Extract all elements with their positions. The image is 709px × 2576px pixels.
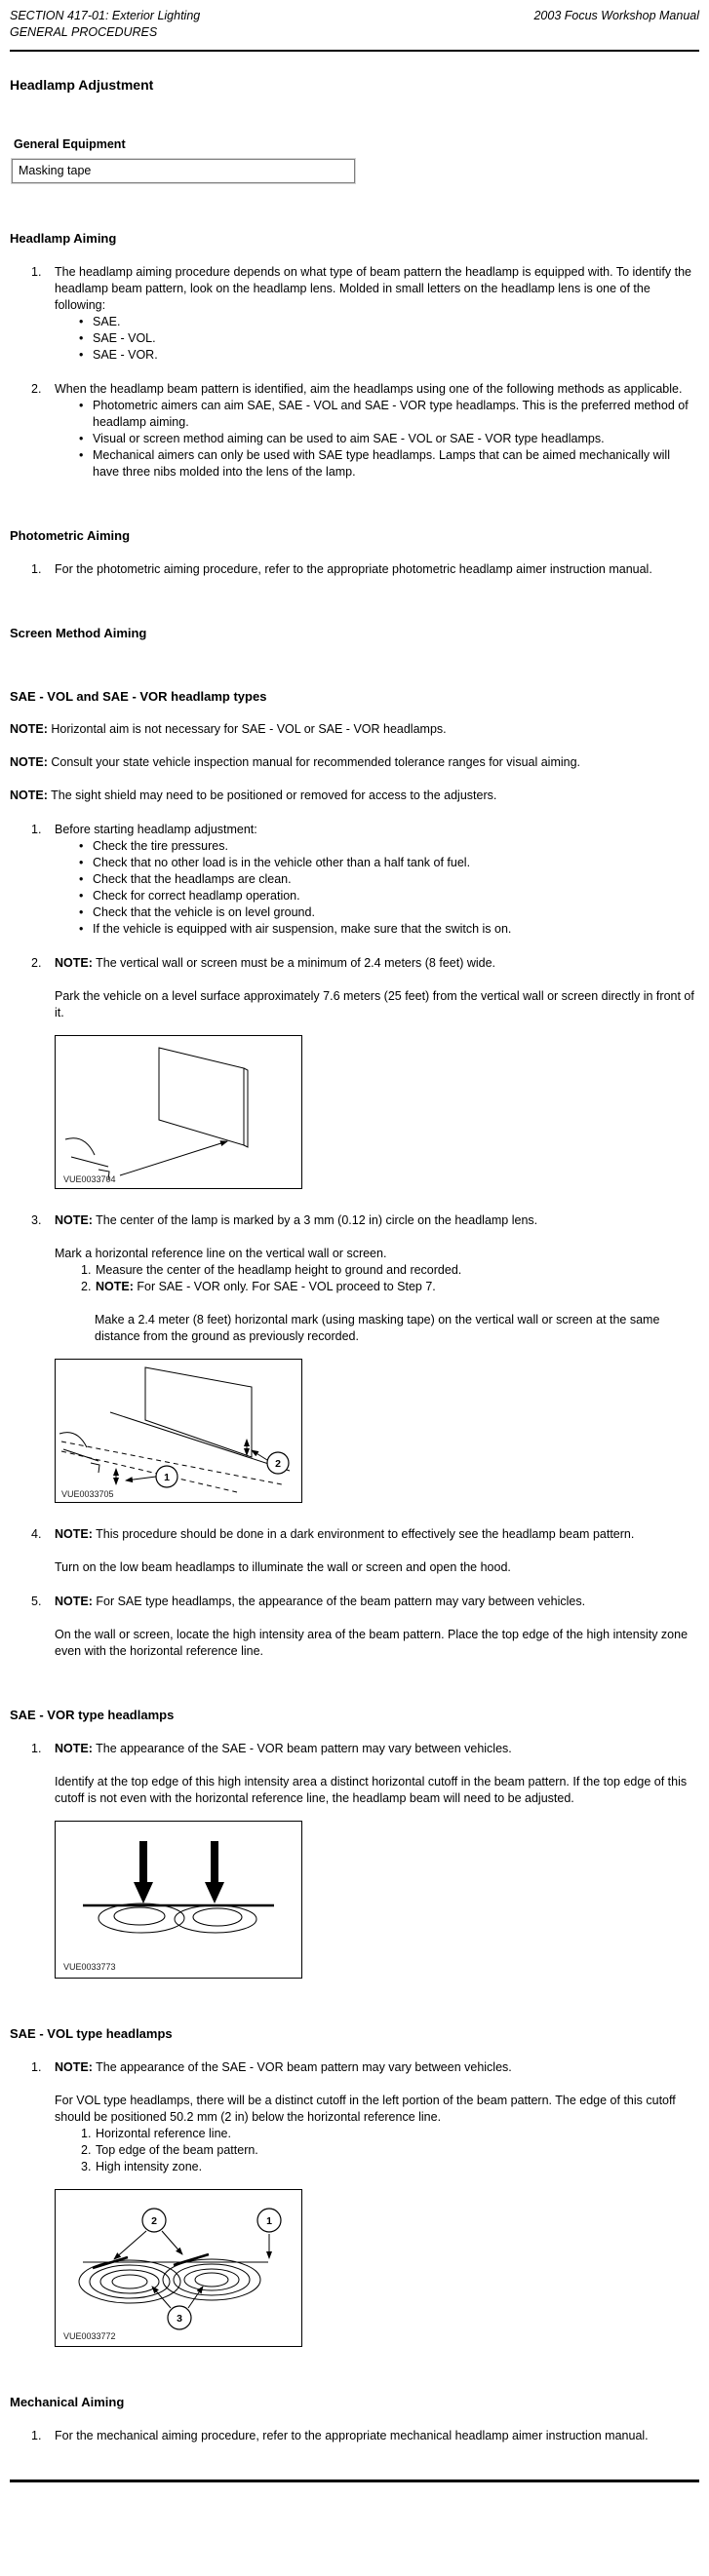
step-body <box>55 1594 699 1660</box>
figure-vol-beam-drawing <box>56 2190 299 2346</box>
note <box>10 721 699 738</box>
step-note <box>55 1212 699 1229</box>
step-number: 2. <box>31 956 42 970</box>
step-note <box>55 1741 699 1757</box>
bullet-text: Check that the headlamps are clean. <box>93 872 292 886</box>
section-title: SECTION 417-01: Exterior Lighting <box>10 9 201 22</box>
note-label: NOTE: <box>55 956 93 970</box>
note-text: Consult your state vehicle inspection manual for recommended tolerance ranges for visual aiming. <box>51 755 581 769</box>
step-screen-4 <box>10 1526 699 1576</box>
note-text: The appearance of the SAE - VOR beam pattern may vary between vehicles. <box>96 1742 512 1755</box>
bullet-icon: • <box>79 432 84 445</box>
list-item <box>79 838 699 855</box>
step-number: 1. <box>31 1742 42 1755</box>
note-text: For SAE type headlamps, the appearance of the beam pattern may vary between vehicles. <box>96 1595 586 1608</box>
legend-item-2 <box>81 2142 699 2159</box>
step-text: For the mechanical aiming procedure, refer to the appropriate mechanical headlamp aimer instruction manual. <box>55 2429 649 2442</box>
callout-1 <box>257 2209 281 2258</box>
bullet-text: Check that no other load is in the vehicle other than a half tank of fuel. <box>93 856 471 869</box>
callout-1-number: 1 <box>266 2215 272 2227</box>
figure-reference-line <box>55 1359 302 1503</box>
step-body <box>55 955 699 1021</box>
bullet-text: SAE - VOL. <box>93 331 156 345</box>
step-number: 2. <box>31 382 42 396</box>
reference-line <box>110 1412 290 1471</box>
heading-screen-method: Screen Method Aiming <box>10 626 147 640</box>
general-equipment-item: Masking tape <box>19 164 92 177</box>
legend-text: Top edge of the beam pattern. <box>96 2143 258 2157</box>
list-item <box>79 347 699 364</box>
callout-2 <box>252 1450 289 1474</box>
step-mechanical-1 <box>10 2428 699 2444</box>
note-label: NOTE: <box>55 2060 93 2074</box>
step-number: 5. <box>31 1595 42 1608</box>
figure-vehicle-wall <box>55 1035 302 1189</box>
step-body <box>55 822 699 938</box>
step-paragraph: Identify at the top edge of this high intensity area a distinct horizontal cutoff in the beam pattern. If the top edge of this cutoff is not even with the horizontal reference line, the headlamp beam will need to be adjusted. <box>55 1775 688 1805</box>
procedures-label: GENERAL PROCEDURES <box>10 25 158 39</box>
figure-label: VUE0033705 <box>61 1489 114 1499</box>
bullet-text: If the vehicle is equipped with air suspension, make sure that the switch is on. <box>93 922 512 936</box>
note-text: Horizontal aim is not necessary for SAE - VOL or SAE - VOR headlamps. <box>51 722 447 736</box>
down-arrow-right <box>205 1841 224 1903</box>
beam-pattern-right <box>175 1905 256 1933</box>
step-aiming-1 <box>10 264 699 364</box>
heading-headlamp-aiming: Headlamp Aiming <box>10 231 117 246</box>
step-photometric-1 <box>10 561 699 578</box>
step-screen-1 <box>10 822 699 938</box>
step-number: 1. <box>31 265 42 279</box>
list-item <box>79 330 699 347</box>
step-text: The headlamp aiming procedure depends on what type of beam pattern the headlamp is equipped with. To identify the headlamp beam pattern, look on the headlamp lens. Molded in small letters on the headlamp lens is one of the following: <box>55 265 691 312</box>
bullet-icon: • <box>79 905 84 919</box>
list-item <box>79 871 699 888</box>
step-body <box>55 1741 699 1807</box>
bullet-icon: • <box>79 856 84 869</box>
substep-2 <box>81 1279 699 1295</box>
bullet-icon: • <box>79 872 84 886</box>
down-arrow-left <box>134 1841 153 1903</box>
bullet-text: Check for correct headlamp operation. <box>93 889 300 903</box>
list-item <box>79 904 699 921</box>
figure-label: VUE0033773 <box>63 1962 116 1972</box>
note-label: NOTE: <box>55 1742 93 1755</box>
note-label: NOTE: <box>10 755 48 769</box>
step-body <box>55 1212 699 1345</box>
bullet-icon: • <box>79 448 84 462</box>
callout-3-number: 3 <box>177 2313 182 2325</box>
step-number: 1. <box>31 562 42 576</box>
callout-2 <box>114 2209 182 2259</box>
step-vol-1 <box>10 2059 699 2175</box>
note-label: NOTE: <box>96 1280 134 1293</box>
note-label: NOTE: <box>10 722 48 736</box>
wall-screen <box>159 1048 248 1147</box>
figure-vor-beam-pattern <box>55 1821 302 1979</box>
step-number: 1. <box>31 823 42 836</box>
figure-reference-line-drawing <box>56 1360 299 1502</box>
step-screen-3 <box>10 1212 699 1345</box>
note-text: The vertical wall or screen must be a minimum of 2.4 meters (8 feet) wide. <box>96 956 496 970</box>
figure-vor-beam-drawing <box>56 1822 299 1978</box>
callout-1-number: 1 <box>164 1472 170 1483</box>
page-header <box>10 8 699 52</box>
step-text: Before starting headlamp adjustment: <box>55 823 257 836</box>
legend-number: 3. <box>81 2160 92 2173</box>
list-item <box>79 431 699 447</box>
bullet-text: SAE. <box>93 315 121 328</box>
legend-number: 1. <box>81 2127 92 2140</box>
substep-text: Measure the center of the headlamp height to ground and recorded. <box>96 1263 462 1277</box>
legend-item-3 <box>81 2159 699 2175</box>
legend-text: High intensity zone. <box>96 2160 203 2173</box>
step-number: 1. <box>31 2429 42 2442</box>
heading-vol-type: SAE - VOL type headlamps <box>10 2026 173 2041</box>
footer-divider <box>10 2480 699 2482</box>
figure-label: VUE0033704 <box>63 1174 116 1184</box>
step-text: For the photometric aiming procedure, refer to the appropriate photometric headlamp aimer instruction manual. <box>55 562 652 576</box>
note-label: NOTE: <box>55 1527 93 1541</box>
callout-2-number: 2 <box>151 2215 157 2227</box>
figure-vol-beam-pattern <box>55 2189 302 2347</box>
step-note <box>55 1526 699 1543</box>
step-aiming-2 <box>10 381 699 481</box>
heading-vor-type: SAE - VOR type headlamps <box>10 1708 175 1722</box>
substep-number: 1. <box>81 1263 92 1277</box>
step-paragraph: Mark a horizontal reference line on the vertical wall or screen. <box>55 1247 387 1260</box>
legend-text: Horizontal reference line. <box>96 2127 231 2140</box>
callout-1 <box>126 1466 177 1487</box>
note-label: NOTE: <box>10 788 48 802</box>
bullet-icon: • <box>79 922 84 936</box>
general-equipment-table <box>12 159 355 183</box>
step-note <box>55 2059 699 2076</box>
legend-item-1 <box>81 2126 699 2142</box>
list-item <box>79 314 699 330</box>
legend-number: 2. <box>81 2143 92 2157</box>
substep-number: 2. <box>81 1280 92 1293</box>
step-number: 4. <box>31 1527 42 1541</box>
bullet-icon: • <box>79 889 84 903</box>
beam-pattern-left <box>98 1903 184 1933</box>
heading-mechanical-aiming: Mechanical Aiming <box>10 2395 125 2409</box>
beam-pattern-right <box>163 2259 260 2300</box>
page-title: Headlamp Adjustment <box>10 77 154 93</box>
bullet-text: Check the tire pressures. <box>93 839 228 853</box>
step-number: 3. <box>31 1213 42 1227</box>
bullet-icon: • <box>79 315 84 328</box>
substep-1 <box>81 1262 699 1279</box>
step-body <box>55 1526 699 1576</box>
step-number: 1. <box>31 2060 42 2074</box>
list-item <box>79 855 699 871</box>
aim-direction-arrow <box>120 1141 227 1175</box>
header-row <box>10 8 699 24</box>
note-text: The center of the lamp is marked by a 3 mm (0.12 in) circle on the headlamp lens. <box>96 1213 538 1227</box>
step-body <box>55 264 699 364</box>
substep-body <box>96 1279 436 1295</box>
list-item <box>79 447 699 481</box>
bullet-icon: • <box>79 399 84 412</box>
step-paragraph: Turn on the low beam headlamps to illuminate the wall or screen and open the hood. <box>55 1560 511 1574</box>
heading-vol-vor-types: SAE - VOL and SAE - VOR headlamp types <box>10 689 267 704</box>
wall-screen <box>145 1367 252 1457</box>
bullet-text: Check that the vehicle is on level ground. <box>93 905 315 919</box>
step-body <box>55 381 699 481</box>
step-note <box>55 1594 699 1610</box>
list-item <box>79 398 699 431</box>
step-screen-2 <box>10 955 699 1021</box>
bullet-text: Photometric aimers can aim SAE, SAE - VOL and SAE - VOR type headlamps. This is the preferred method of headlamp aiming. <box>93 399 689 429</box>
note-label: NOTE: <box>55 1213 93 1227</box>
list-item <box>79 888 699 904</box>
bullet-icon: • <box>79 348 84 362</box>
note <box>10 754 699 771</box>
step-vor-1 <box>10 1741 699 1807</box>
step-paragraph: For VOL type headlamps, there will be a distinct cutoff in the left portion of the beam pattern. The edge of this cutoff should be positioned 50.2 mm (2 in) below the horizontal reference line. <box>55 2094 676 2124</box>
manual-title: 2003 Focus Workshop Manual <box>533 9 699 22</box>
general-equipment-heading: General Equipment <box>14 137 126 151</box>
bullet-text: SAE - VOR. <box>93 348 158 362</box>
bullet-icon: • <box>79 331 84 345</box>
note-text: The sight shield may need to be positioned or removed for access to the adjusters. <box>51 788 497 802</box>
step-paragraph: On the wall or screen, locate the high intensity area of the beam pattern. Place the top edge of the high intensity zone even with the horizontal reference line. <box>55 1628 689 1658</box>
header-divider <box>10 50 699 52</box>
step-note <box>55 955 699 972</box>
note-text: The appearance of the SAE - VOR beam pattern may vary between vehicles. <box>96 2060 512 2074</box>
heading-photometric-aiming: Photometric Aiming <box>10 528 131 543</box>
step-paragraph-indented: Make a 2.4 meter (8 feet) horizontal mark (using masking tape) on the vertical wall or screen at the same distance from the ground as previously recorded. <box>95 1313 660 1343</box>
bullet-text: Visual or screen method aiming can be used to aim SAE - VOL or SAE - VOR type headlamps. <box>93 432 605 445</box>
figure-vehicle-wall-drawing <box>56 1036 299 1188</box>
bullet-text: Mechanical aimers can only be used with SAE type headlamps. Lamps that can be aimed mechanically will have three nibs molded into the lens of the lamp. <box>93 448 670 479</box>
callout-2-number: 2 <box>275 1458 281 1470</box>
note-label: NOTE: <box>55 1595 93 1608</box>
step-text: When the headlamp beam pattern is identified, aim the headlamps using one of the following methods as applicable. <box>55 382 683 396</box>
note <box>10 788 699 804</box>
step-paragraph: Park the vehicle on a level surface approximately 7.6 meters (25 feet) from the vertical wall or screen directly in front of it. <box>55 989 694 1019</box>
bullet-icon: • <box>79 839 84 853</box>
step-screen-5 <box>10 1594 699 1660</box>
step-body <box>55 2059 699 2175</box>
note-text: This procedure should be done in a dark environment to effectively see the headlamp beam pattern. <box>96 1527 635 1541</box>
note-text: For SAE - VOR only. For SAE - VOL proceed to Step 7. <box>137 1280 436 1293</box>
figure-label: VUE0033772 <box>63 2331 116 2341</box>
list-item <box>79 921 699 938</box>
